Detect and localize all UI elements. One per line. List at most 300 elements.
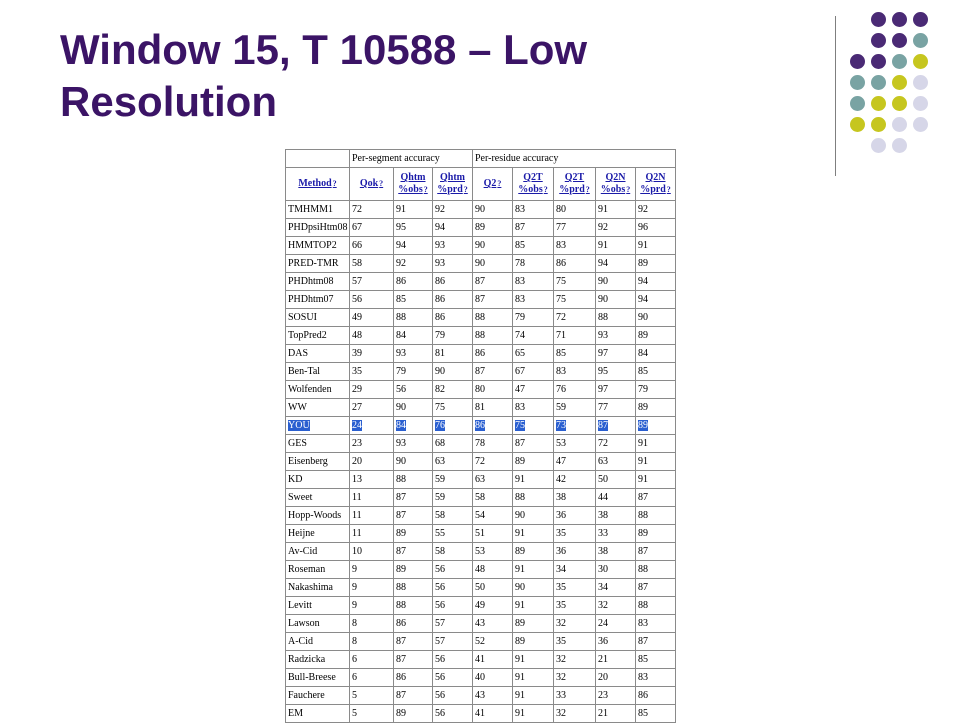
- score-value: 86: [435, 312, 445, 323]
- value-cell: [596, 417, 636, 435]
- score-value: 89: [638, 330, 648, 341]
- column-sort-link[interactable]: Q2N: [645, 172, 666, 183]
- value-cell: [513, 417, 554, 435]
- value-cell: [636, 291, 676, 309]
- value-cell: [433, 633, 473, 651]
- score-value: 68: [435, 438, 445, 449]
- value-cell: [350, 201, 394, 219]
- value-cell: [433, 687, 473, 705]
- score-value: 83: [556, 366, 566, 377]
- score-value: 9: [352, 582, 357, 593]
- score-value: 35: [556, 600, 566, 611]
- value-cell: [596, 381, 636, 399]
- help-link[interactable]: ?: [497, 179, 502, 188]
- value-cell: [636, 687, 676, 705]
- score-value: 91: [515, 708, 525, 719]
- score-value: 89: [638, 402, 648, 413]
- score-value: 88: [475, 330, 485, 341]
- score-value: 52: [475, 636, 485, 647]
- decorative-dot-grid: [850, 12, 950, 162]
- score-value: 91: [515, 672, 525, 683]
- value-cell: [636, 525, 676, 543]
- method-cell: [286, 417, 350, 435]
- teal-dot: [871, 75, 886, 90]
- column-header: [513, 168, 554, 201]
- value-cell: [350, 237, 394, 255]
- score-value: 77: [556, 222, 566, 233]
- score-value: 87: [475, 366, 485, 377]
- help-link[interactable]: ?: [379, 179, 384, 188]
- lime-dot: [913, 54, 928, 69]
- score-value: 10: [352, 546, 362, 557]
- score-value: 78: [515, 258, 525, 269]
- value-cell: [433, 489, 473, 507]
- value-cell: [394, 633, 433, 651]
- score-value: 87: [396, 510, 406, 521]
- table-row: [286, 219, 676, 237]
- score-value: 72: [352, 204, 362, 215]
- value-cell: [350, 471, 394, 489]
- purple-dot: [913, 12, 928, 27]
- method-name: PHDhtm08: [288, 276, 334, 287]
- score-value: 47: [556, 456, 566, 467]
- value-cell: [513, 453, 554, 471]
- score-value: 5: [352, 690, 357, 701]
- method-name: Radzicka: [288, 654, 326, 665]
- score-value: 87: [396, 546, 406, 557]
- value-cell: [394, 561, 433, 579]
- value-cell: [636, 561, 676, 579]
- purple-dot: [871, 12, 886, 27]
- purple-dot: [892, 12, 907, 27]
- value-cell: [636, 597, 676, 615]
- score-value: 21: [598, 708, 608, 719]
- score-value: 78: [475, 438, 485, 449]
- teal-dot: [850, 75, 865, 90]
- method-cell: [286, 579, 350, 597]
- help-link[interactable]: ?: [332, 179, 337, 188]
- score-value: 72: [598, 438, 608, 449]
- value-cell: [350, 273, 394, 291]
- score-value: 83: [515, 294, 525, 305]
- value-cell: [350, 489, 394, 507]
- value-cell: [554, 219, 596, 237]
- column-sort-link[interactable]: Q2: [483, 178, 497, 189]
- method-cell: [286, 489, 350, 507]
- value-cell: [433, 237, 473, 255]
- lime-dot: [871, 117, 886, 132]
- lavender-dot: [871, 138, 886, 153]
- group-header-row: [286, 150, 676, 168]
- score-value: 40: [475, 672, 485, 683]
- score-value: 20: [598, 672, 608, 683]
- score-value: 33: [556, 690, 566, 701]
- score-value: 50: [598, 474, 608, 485]
- score-value: 27: [352, 402, 362, 413]
- value-cell: [636, 453, 676, 471]
- table-row: [286, 237, 676, 255]
- column-sort-link[interactable]: Q2T: [523, 172, 543, 183]
- value-cell: [350, 255, 394, 273]
- value-cell: [513, 615, 554, 633]
- value-cell: [596, 237, 636, 255]
- value-cell: [513, 255, 554, 273]
- score-value: 97: [598, 384, 608, 395]
- value-cell: [433, 399, 473, 417]
- method-cell: [286, 309, 350, 327]
- score-value: 90: [396, 402, 406, 413]
- value-cell: [636, 219, 676, 237]
- table-row: [286, 453, 676, 471]
- value-cell: [596, 651, 636, 669]
- column-subheader-link[interactable]: %prd: [559, 184, 585, 195]
- score-value: 75: [515, 420, 525, 431]
- column-sort-link[interactable]: Method: [298, 178, 332, 189]
- score-value: 89: [638, 258, 648, 269]
- column-header: [394, 168, 433, 201]
- value-cell: [596, 543, 636, 561]
- value-cell: [513, 291, 554, 309]
- value-cell: [433, 273, 473, 291]
- score-value: 11: [352, 510, 362, 521]
- value-cell: [350, 399, 394, 417]
- value-cell: [433, 363, 473, 381]
- value-cell: [394, 273, 433, 291]
- method-cell: [286, 291, 350, 309]
- purple-dot: [892, 33, 907, 48]
- method-cell: [286, 327, 350, 345]
- help-link[interactable]: ?: [423, 185, 428, 194]
- value-cell: [554, 417, 596, 435]
- value-cell: [473, 273, 513, 291]
- value-cell: [394, 507, 433, 525]
- score-value: 79: [435, 330, 445, 341]
- score-value: 79: [396, 366, 406, 377]
- score-value: 77: [598, 402, 608, 413]
- help-link[interactable]: ?: [666, 185, 671, 194]
- value-cell: [554, 381, 596, 399]
- value-cell: [513, 579, 554, 597]
- help-link[interactable]: ?: [585, 185, 590, 194]
- score-value: 36: [598, 636, 608, 647]
- score-value: 58: [435, 546, 445, 557]
- method-name: TMHMM1: [288, 204, 334, 215]
- value-cell: [596, 435, 636, 453]
- value-cell: [636, 237, 676, 255]
- slide-title: [60, 24, 800, 128]
- teal-dot: [850, 96, 865, 111]
- column-sort-link[interactable]: Q2T: [564, 172, 585, 183]
- score-value: 88: [396, 600, 406, 611]
- lavender-dot: [892, 117, 907, 132]
- score-value: 87: [475, 294, 485, 305]
- value-cell: [473, 525, 513, 543]
- score-value: 86: [396, 672, 406, 683]
- score-value: 91: [515, 600, 525, 611]
- value-cell: [394, 453, 433, 471]
- score-value: 56: [435, 564, 445, 575]
- value-cell: [596, 615, 636, 633]
- value-cell: [473, 381, 513, 399]
- score-value: 11: [352, 492, 362, 503]
- score-value: 91: [515, 690, 525, 701]
- value-cell: [350, 561, 394, 579]
- column-subheader-link[interactable]: %obs: [600, 184, 626, 195]
- value-cell: [554, 435, 596, 453]
- score-value: 87: [638, 636, 648, 647]
- score-value: 90: [515, 582, 525, 593]
- score-value: 32: [556, 654, 566, 665]
- value-cell: [513, 687, 554, 705]
- value-cell: [554, 687, 596, 705]
- score-value: 9: [352, 564, 357, 575]
- table-row: [286, 633, 676, 651]
- value-cell: [554, 309, 596, 327]
- teal-dot: [913, 33, 928, 48]
- score-value: 83: [515, 204, 525, 215]
- score-value: 56: [435, 654, 445, 665]
- score-value: 75: [556, 294, 566, 305]
- value-cell: [473, 489, 513, 507]
- score-value: 63: [435, 456, 445, 467]
- table-row: [286, 363, 676, 381]
- score-value: 88: [396, 474, 406, 485]
- value-cell: [394, 651, 433, 669]
- value-cell: [596, 309, 636, 327]
- method-name: Roseman: [288, 564, 326, 575]
- column-sort-link[interactable]: Q2N: [605, 172, 626, 183]
- column-sort-link[interactable]: Qhtm: [400, 172, 426, 183]
- score-value: 35: [556, 582, 566, 593]
- lavender-dot: [892, 138, 907, 153]
- value-cell: [473, 453, 513, 471]
- value-cell: [394, 687, 433, 705]
- value-cell: [513, 327, 554, 345]
- value-cell: [350, 525, 394, 543]
- value-cell: [636, 651, 676, 669]
- score-value: 94: [638, 276, 648, 287]
- score-value: 83: [515, 402, 525, 413]
- score-value: 34: [598, 582, 608, 593]
- score-value: 39: [352, 348, 362, 359]
- score-value: 87: [638, 492, 648, 503]
- value-cell: [350, 219, 394, 237]
- score-value: 87: [396, 636, 406, 647]
- value-cell: [513, 651, 554, 669]
- table-row: [286, 381, 676, 399]
- method-name: Eisenberg: [288, 456, 328, 467]
- table-row: [286, 309, 676, 327]
- method-cell: [286, 237, 350, 255]
- score-value: 83: [638, 672, 648, 683]
- score-value: 55: [435, 528, 445, 539]
- value-cell: [350, 651, 394, 669]
- value-cell: [394, 543, 433, 561]
- method-cell: [286, 255, 350, 273]
- column-sort-link[interactable]: Qok: [359, 178, 379, 189]
- value-cell: [636, 669, 676, 687]
- column-subheader-link[interactable]: %obs: [398, 184, 423, 195]
- score-value: 91: [515, 564, 525, 575]
- column-subheader-link[interactable]: %prd: [437, 184, 463, 195]
- value-cell: [350, 669, 394, 687]
- value-cell: [394, 327, 433, 345]
- help-link[interactable]: ?: [543, 185, 548, 194]
- score-value: 90: [515, 510, 525, 521]
- score-value: 71: [556, 330, 566, 341]
- score-value: 83: [638, 618, 648, 629]
- score-value: 90: [638, 312, 648, 323]
- value-cell: [554, 291, 596, 309]
- column-subheader-link[interactable]: %prd: [640, 184, 666, 195]
- table-row: [286, 255, 676, 273]
- value-cell: [394, 435, 433, 453]
- method-name: Hopp-Woods: [288, 510, 342, 521]
- column-sort-link[interactable]: Qhtm: [440, 172, 465, 183]
- score-value: 94: [396, 240, 406, 251]
- score-value: 82: [435, 384, 445, 395]
- score-value: 38: [598, 546, 608, 557]
- value-cell: [473, 435, 513, 453]
- table-row: [286, 291, 676, 309]
- column-header: [473, 168, 513, 201]
- value-cell: [350, 345, 394, 363]
- method-cell: [286, 201, 350, 219]
- method-cell: [286, 399, 350, 417]
- method-name: PRED-TMR: [288, 258, 339, 269]
- value-cell: [636, 471, 676, 489]
- value-cell: [473, 345, 513, 363]
- score-value: 34: [556, 564, 566, 575]
- value-cell: [433, 669, 473, 687]
- method-name: SOSUI: [288, 312, 317, 323]
- value-cell: [433, 453, 473, 471]
- score-value: 91: [638, 240, 648, 251]
- value-cell: [636, 273, 676, 291]
- method-name: HMMTOP2: [288, 240, 337, 251]
- value-cell: [513, 489, 554, 507]
- score-value: 79: [638, 384, 648, 395]
- value-cell: [554, 345, 596, 363]
- score-value: 93: [435, 240, 445, 251]
- score-value: 86: [638, 690, 648, 701]
- value-cell: [473, 237, 513, 255]
- method-cell: [286, 471, 350, 489]
- score-value: 96: [638, 222, 648, 233]
- lavender-dot: [913, 96, 928, 111]
- score-value: 35: [556, 636, 566, 647]
- value-cell: [433, 507, 473, 525]
- score-value: 88: [396, 312, 406, 323]
- method-cell: [286, 273, 350, 291]
- purple-dot: [871, 33, 886, 48]
- value-cell: [394, 399, 433, 417]
- score-value: 86: [475, 348, 485, 359]
- score-value: 57: [435, 618, 445, 629]
- column-header: [350, 168, 394, 201]
- value-cell: [350, 507, 394, 525]
- score-value: 44: [598, 492, 608, 503]
- method-name: A-Cid: [288, 636, 313, 647]
- help-link[interactable]: ?: [463, 185, 468, 194]
- method-name: Wolfenden: [288, 384, 332, 395]
- help-link[interactable]: ?: [626, 185, 631, 194]
- column-subheader-link[interactable]: %obs: [518, 184, 543, 195]
- score-value: 89: [396, 564, 406, 575]
- score-value: 63: [598, 456, 608, 467]
- lime-dot: [892, 75, 907, 90]
- value-cell: [636, 201, 676, 219]
- value-cell: [636, 399, 676, 417]
- table-row: [286, 669, 676, 687]
- method-name: KD: [288, 474, 303, 485]
- value-cell: [596, 201, 636, 219]
- score-value: 90: [598, 294, 608, 305]
- score-value: 36: [556, 510, 566, 521]
- score-value: 5: [352, 708, 357, 719]
- score-value: 91: [396, 204, 406, 215]
- score-value: 87: [638, 582, 648, 593]
- value-cell: [513, 381, 554, 399]
- value-cell: [596, 291, 636, 309]
- value-cell: [394, 237, 433, 255]
- score-value: 89: [515, 546, 525, 557]
- value-cell: [554, 507, 596, 525]
- value-cell: [473, 687, 513, 705]
- value-cell: [554, 237, 596, 255]
- value-cell: [433, 651, 473, 669]
- value-cell: [636, 417, 676, 435]
- value-cell: [394, 669, 433, 687]
- value-cell: [554, 489, 596, 507]
- score-value: 83: [515, 276, 525, 287]
- value-cell: [596, 489, 636, 507]
- value-cell: [596, 633, 636, 651]
- score-value: 49: [475, 600, 485, 611]
- score-value: 56: [435, 582, 445, 593]
- score-value: 92: [396, 258, 406, 269]
- column-header: [554, 168, 596, 201]
- score-value: 53: [475, 546, 485, 557]
- score-value: 54: [475, 510, 485, 521]
- column-header: [636, 168, 676, 201]
- score-value: 90: [396, 456, 406, 467]
- table-row: [286, 489, 676, 507]
- score-value: 94: [598, 258, 608, 269]
- value-cell: [636, 363, 676, 381]
- method-name: Ben-Tal: [288, 366, 321, 377]
- score-value: 65: [515, 348, 525, 359]
- table-row: [286, 561, 676, 579]
- score-value: 6: [352, 672, 357, 683]
- value-cell: [636, 615, 676, 633]
- value-cell: [473, 561, 513, 579]
- score-value: 88: [638, 564, 648, 575]
- method-cell: [286, 669, 350, 687]
- value-cell: [433, 219, 473, 237]
- value-cell: [350, 579, 394, 597]
- score-value: 91: [638, 456, 648, 467]
- method-name: DAS: [288, 348, 309, 359]
- value-cell: [473, 363, 513, 381]
- table-row: [286, 651, 676, 669]
- value-cell: [394, 255, 433, 273]
- score-value: 9: [352, 600, 357, 611]
- value-cell: [596, 687, 636, 705]
- value-cell: [433, 291, 473, 309]
- score-value: 6: [352, 654, 357, 665]
- score-value: 32: [556, 708, 566, 719]
